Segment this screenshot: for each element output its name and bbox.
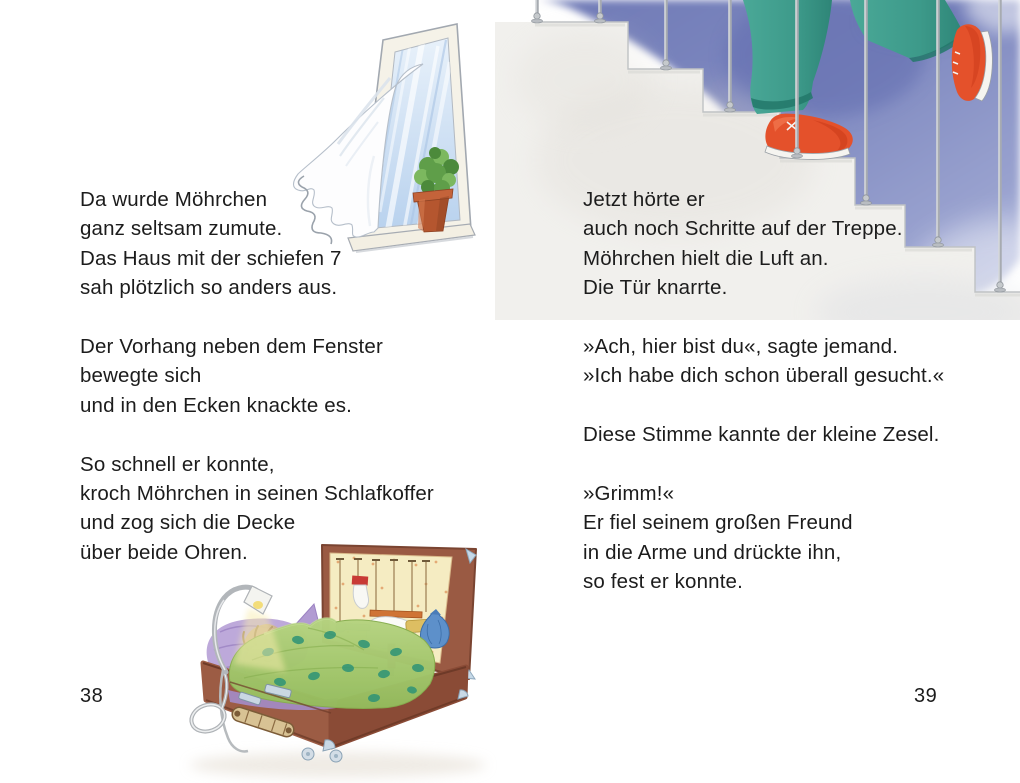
story-line: und in den Ecken knackte es.	[80, 393, 353, 417]
rear-shoe	[952, 24, 993, 101]
page-number-right: 39	[914, 685, 938, 707]
story-line: Der Vorhang neben dem Fenster	[80, 335, 383, 359]
paragraph	[80, 450, 434, 568]
story-line: in die Arme und drückte ihn,	[583, 540, 842, 564]
paragraph	[583, 420, 944, 449]
story-line: »Ich habe dich schon überall gesucht.«	[583, 364, 945, 388]
story-line: So schnell er konnte,	[80, 452, 275, 476]
story-line: über beide Ohren.	[80, 540, 248, 564]
story-line: Die Tür knarrte.	[583, 276, 728, 300]
story-line: ganz seltsam zumute.	[80, 217, 283, 241]
rail-post	[532, 0, 543, 23]
paragraph	[583, 185, 944, 303]
story-line: Das Haus mit der schiefen 7	[80, 246, 342, 270]
story-line: bewegte sich	[80, 364, 202, 388]
story-line: auch noch Schritte auf der Treppe.	[583, 217, 903, 241]
bulb-glow	[253, 601, 263, 609]
story-line: Diese Stimme kannte der kleine Zesel.	[583, 423, 940, 447]
paragraph	[80, 185, 434, 303]
story-line: »Grimm!«	[583, 482, 675, 506]
page-number-left: 38	[80, 685, 104, 707]
story-line: Jetzt hörte er	[583, 188, 705, 211]
story-line: und zog sich die Decke	[80, 511, 296, 535]
shelf-bar	[370, 610, 422, 618]
story-line: kroch Möhrchen in seinen Schlafkoffer	[80, 482, 434, 506]
story-line: Möhrchen hielt die Luft an.	[583, 246, 829, 270]
story-line: Er fiel seinem großen Freund	[583, 511, 853, 535]
story-line: so fest er konnte.	[583, 570, 743, 594]
story-line: sah plötzlich so anders aus.	[80, 276, 338, 300]
story-line: Da wurde Möhrchen	[80, 188, 268, 211]
left-page-column	[80, 185, 434, 597]
paragraph	[80, 332, 434, 420]
right-page-column	[583, 185, 944, 626]
paragraph	[583, 479, 944, 597]
story-line: »Ach, hier bist du«, sagte jemand.	[583, 335, 899, 359]
paragraph	[583, 332, 944, 391]
